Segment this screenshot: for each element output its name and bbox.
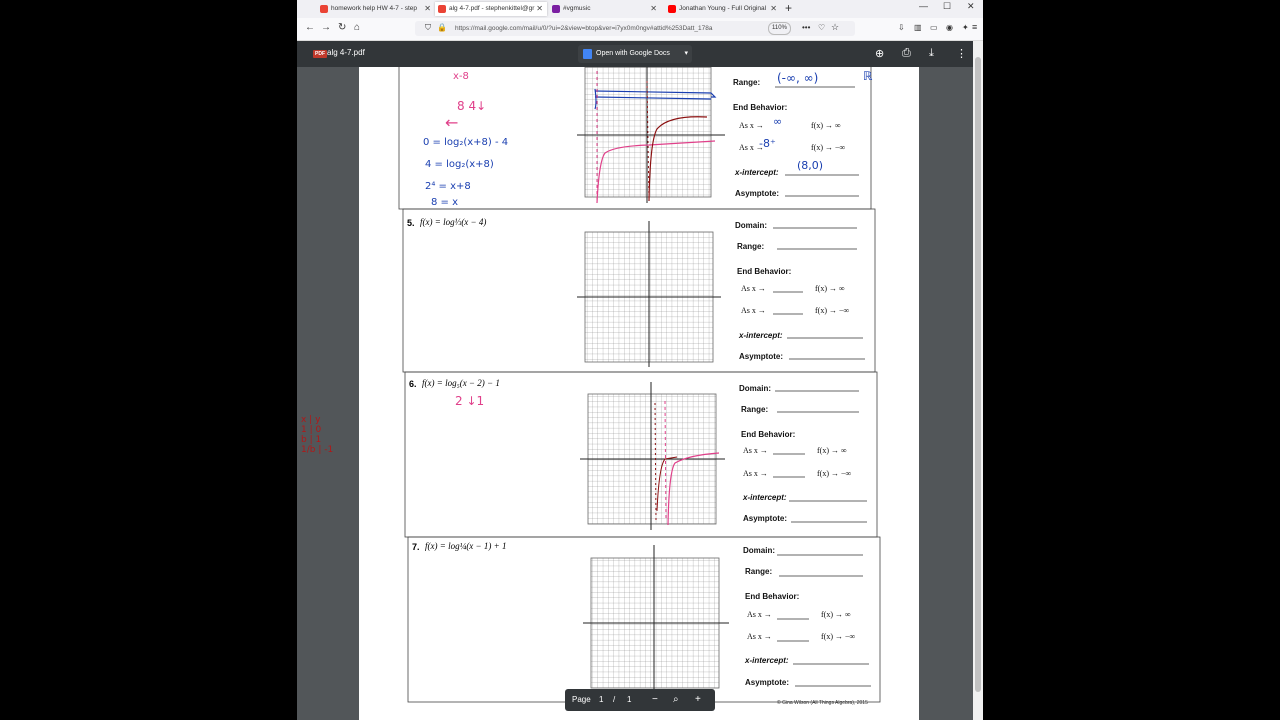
lock-icon[interactable]: 🔒	[437, 23, 447, 32]
tab-bar	[297, 0, 983, 18]
grid-4	[577, 53, 725, 203]
zoom-search-icon[interactable]: ⌕	[673, 694, 679, 705]
p4-xint-label: x-intercept:	[735, 168, 779, 177]
back-icon[interactable]: ←	[305, 22, 315, 33]
page-total: 1	[627, 695, 632, 704]
p6-eb1-as: As x →	[743, 446, 768, 455]
p6-eb2-as: As x →	[743, 469, 768, 478]
p6-eb2-fx: f(x) → −∞	[817, 469, 852, 478]
hw-p4-range: (-∞, ∞)	[777, 71, 819, 85]
gmail-icon	[438, 5, 446, 13]
page-controls	[565, 689, 715, 711]
p6-xint-label: x-intercept:	[743, 493, 787, 502]
problem-5-number: 5.	[407, 218, 415, 228]
forward-icon[interactable]: →	[321, 22, 331, 33]
more-icon[interactable]: •••	[802, 23, 811, 32]
grid-7	[583, 545, 729, 693]
p7-asymptote-label: Asymptote:	[745, 678, 790, 687]
p6-asymptote-label: Asymptote:	[743, 514, 788, 523]
hw-p4-shift: x-8	[453, 71, 469, 82]
hw-p4-line1: 0 = log₂(x+8) - 4	[423, 137, 509, 148]
p7-end-behavior-label: End Behavior:	[745, 592, 800, 601]
p7-eb2-fx: f(x) → −∞	[821, 632, 856, 641]
chevron-down-icon[interactable]: ▾	[684, 50, 688, 57]
gmail-icon	[320, 5, 328, 13]
url-text: https://mail.google.com/mail/u/0/?ui=2&view=btop&ver=i7yx0m0ngv#attid%253Datt_178a	[455, 25, 713, 32]
pdf-file-icon: PDF	[315, 51, 325, 57]
p5-end-behavior-label: End Behavior:	[737, 267, 792, 276]
hw-p4-line2: 4 = log₂(x+8)	[425, 159, 494, 170]
pdf-title: alg 4-7.pdf	[327, 48, 365, 57]
tab-label: homework help HW 4-7 - step	[331, 5, 417, 12]
problem-6-function: f(x) = log₅(x − 2) − 1	[422, 378, 500, 388]
nav-bar	[297, 18, 983, 41]
problem-7-function: f(x) = log¼(x − 1) + 1	[425, 541, 507, 551]
discord-icon	[552, 5, 560, 13]
print-icon[interactable]: ⎙	[902, 47, 911, 59]
p4-range-label: Range:	[733, 78, 761, 87]
hw-table-row: 1 | 0	[301, 425, 322, 435]
scrollbar-thumb[interactable]	[975, 57, 981, 692]
window-close-icon[interactable]: ✕	[967, 1, 975, 11]
hw-p4-moves: 8 4↓	[457, 99, 487, 113]
tab-homework-help[interactable]	[317, 2, 435, 16]
tab-label: alg 4-7.pdf - stephenkittel@gr	[449, 5, 535, 12]
p7-eb1-as: As x →	[747, 610, 772, 619]
p5-eb1-as: As x →	[741, 284, 766, 293]
pdf-page	[359, 41, 919, 720]
p5-asymptote-label: Asymptote:	[739, 352, 784, 361]
close-icon[interactable]: ✕	[650, 4, 657, 13]
p4-eb1-fx: f(x) → ∞	[811, 121, 841, 130]
page-current[interactable]: 1	[599, 695, 604, 704]
extensions-icon[interactable]: ✦	[962, 23, 969, 32]
open-with-google-docs-button[interactable]	[578, 45, 692, 63]
p7-xint-label: x-intercept:	[745, 656, 789, 665]
hw-table	[301, 415, 333, 455]
minimize-icon[interactable]: —	[919, 1, 928, 11]
add-to-drive-icon[interactable]: ⊕	[875, 48, 885, 60]
reload-icon[interactable]: ↻	[338, 22, 347, 33]
maximize-icon[interactable]: ☐	[943, 1, 952, 11]
pdf-viewer	[297, 41, 983, 720]
hw-p4-range-r: ℝ	[863, 69, 873, 83]
problem-6-number: 6.	[409, 379, 417, 389]
grid-6	[580, 382, 725, 530]
hw-p6-moves: 2 ↓1	[455, 394, 485, 408]
browser-window	[297, 0, 983, 720]
new-tab-icon[interactable]: +	[785, 1, 793, 15]
p7-domain-label: Domain:	[743, 546, 775, 555]
p5-eb2-fx: f(x) → −∞	[815, 306, 850, 315]
more-vert-icon[interactable]: ⋮	[956, 48, 967, 60]
p6-domain-label: Domain:	[739, 384, 771, 393]
p6-range-label: Range:	[741, 405, 769, 414]
p5-eb2-as: As x →	[741, 306, 766, 315]
close-icon[interactable]: ✕	[424, 4, 431, 13]
page-separator: /	[613, 695, 616, 704]
p6-end-behavior-label: End Behavior:	[741, 430, 796, 439]
copyright-text: © Gina Wilson (All Things Algebra), 2015	[777, 700, 868, 706]
sidebar-icon[interactable]: ▭	[930, 23, 938, 32]
shield-icon[interactable]: ⛉	[425, 23, 431, 32]
p4-eb2-as: As x →	[739, 143, 764, 152]
problem-7-number: 7.	[412, 542, 420, 552]
hw-p4-arrow: ←	[445, 113, 459, 132]
page-label: Page	[572, 695, 591, 704]
hw-p4-xint: (8,0)	[797, 159, 824, 172]
tab-label: Jonathan Young - Full Original	[679, 5, 767, 12]
grid-5	[577, 221, 721, 367]
zoom-in-icon[interactable]: +	[695, 694, 701, 705]
menu-icon[interactable]: ≡	[972, 22, 978, 32]
p7-eb1-fx: f(x) → ∞	[821, 610, 851, 619]
problem-5-function: f(x) = log⅓(x − 4)	[420, 217, 487, 227]
tab-alg-pdf[interactable]	[435, 2, 547, 16]
tab-label: #vgmusic	[563, 5, 591, 12]
p5-xint-label: x-intercept:	[739, 331, 783, 340]
p7-eb2-as: As x →	[747, 632, 772, 641]
hw-p4-eb2: -8⁺	[759, 137, 776, 150]
tab-vgmusic[interactable]	[549, 2, 661, 16]
hw-p4-line3: 2⁴ = x+8	[425, 181, 471, 192]
p4-eb1-as: As x →	[739, 121, 764, 130]
p5-range-label: Range:	[737, 242, 765, 251]
zoom-badge[interactable]: 110%	[768, 22, 791, 35]
google-docs-icon	[583, 49, 592, 59]
close-icon[interactable]: ✕	[536, 4, 543, 13]
pdf-toolbar	[297, 41, 983, 67]
p6-eb1-fx: f(x) → ∞	[817, 446, 847, 455]
zoom-out-icon[interactable]: −	[652, 694, 658, 705]
p4-end-behavior-label: End Behavior:	[733, 103, 788, 112]
library-icon[interactable]: ▥	[914, 23, 922, 32]
close-icon[interactable]: ✕	[770, 4, 777, 13]
hw-table-row: b | 1	[301, 435, 322, 445]
hw-table-row: x | y	[301, 415, 321, 425]
tab-jonathan-young[interactable]	[665, 2, 781, 16]
hw-p4-line4: 8 = x	[431, 197, 459, 208]
p5-domain-label: Domain:	[735, 221, 767, 230]
p7-range-label: Range:	[745, 567, 773, 576]
downloads-icon[interactable]: ⇩	[898, 23, 905, 32]
pocket-icon[interactable]: ♡	[818, 23, 826, 32]
open-with-label: Open with Google Docs	[596, 50, 670, 57]
p5-eb1-fx: f(x) → ∞	[815, 284, 845, 293]
hw-p4-eb1: ∞	[773, 115, 783, 128]
hw-table-row: 1/b | -1	[301, 445, 334, 455]
p4-asymptote-label: Asymptote:	[735, 189, 780, 198]
p4-eb2-fx: f(x) → −∞	[811, 143, 846, 152]
bookmark-star-icon[interactable]: ☆	[831, 22, 840, 32]
account-icon[interactable]: ◉	[946, 23, 953, 32]
youtube-icon	[668, 5, 676, 13]
scrollbar[interactable]	[973, 41, 983, 720]
home-icon[interactable]: ⌂	[354, 22, 361, 33]
download-icon[interactable]: ⤓	[929, 47, 934, 59]
